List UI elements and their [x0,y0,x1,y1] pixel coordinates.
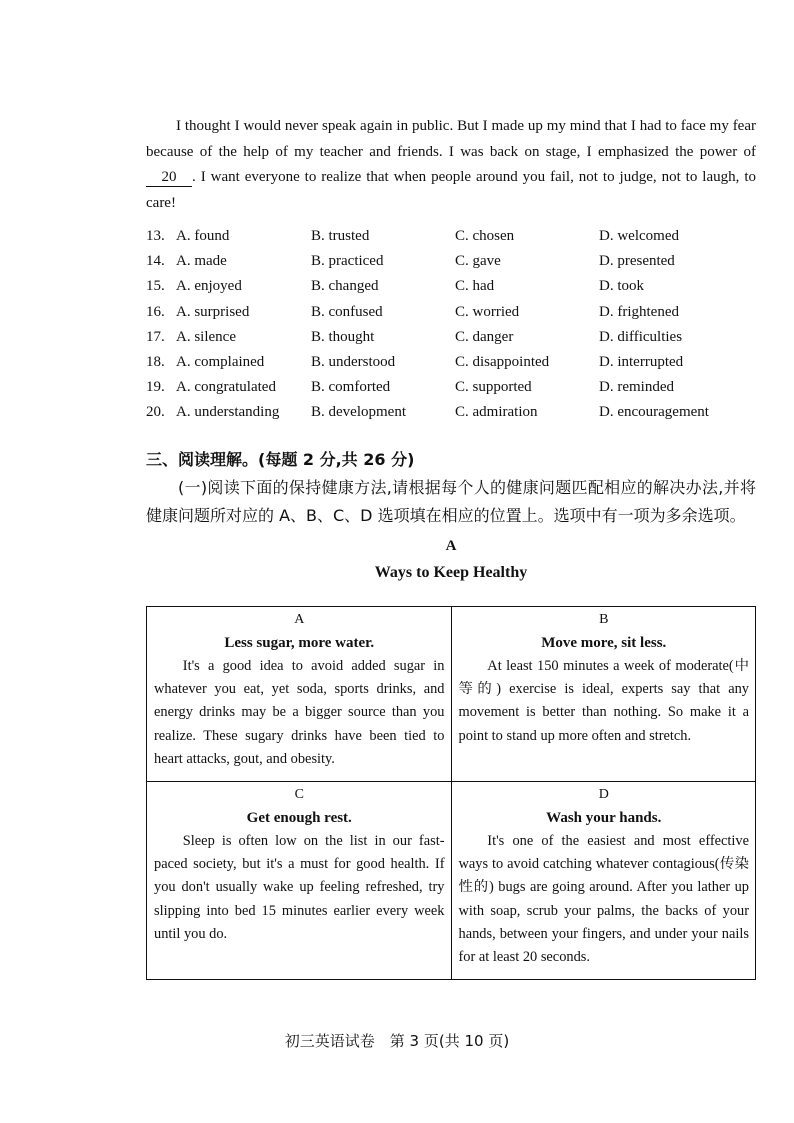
option-c: C. admiration [455,404,538,421]
question-number: 17. [146,328,165,345]
option-c: C. chosen [455,228,515,244]
options-list [146,224,756,426]
question-number: 19. [146,379,165,396]
option-c: C. had [455,278,495,295]
card-body: It's one of the easiest and most effective ways to avoid catching whatever contagious(传染性的) bugs are going around. After you lather up with soap, scrub your palms, the backs of your hands, between your fingers, and under your nails for at least 20 seconds. [458,833,749,966]
section-instruction: (一)阅读下面的保持健康方法,请根据每个人的健康问题匹配相应的解决办法,并将健康问题所对应的 A、B、C、D 选项填在相应的位置上。选项中有一项为多余选项。 [146,477,756,525]
exam-page [146,114,756,966]
option-row [146,274,756,299]
option-row [146,249,756,274]
option-a: A. enjoyed [176,278,242,295]
option-b: B. understood [311,354,396,371]
option-a: A. surprised [176,303,250,320]
section-title: 三、阅读理解。(每题 2 分,共 26 分) [146,449,415,469]
option-a: A. made [176,253,227,270]
option-b: B. changed [311,278,379,295]
option-a: A. complained [176,354,265,371]
card-letter: D [598,787,609,803]
blank-20: 20 [146,168,192,187]
option-a: A. congratulated [176,379,276,396]
passage-text-before: I thought I would never speak again in public. But I made up my mind that I had to face my fear because of the help of my teacher and friends. I was back on stage, I emphasized the power of [146,118,756,160]
option-c: C. worried [455,303,520,320]
card-body: Sleep is often low on the list in our fast-paced society, but it's a must for good health. If you don't usually wake up feeling refreshed, try slipping into bed 15 minutes earlier every week until you do. [154,833,445,942]
option-c: C. supported [455,379,532,396]
option-d: D. presented [599,253,675,270]
card-body: At least 150 minutes a week of moderate(中等的) exercise is ideal, experts say that any movement is better than nothing. So make it a point to stand up more often and stretch. [458,658,749,744]
option-row [146,300,756,325]
option-a: A. found [176,228,230,244]
option-d: D. difficulties [599,328,683,345]
option-d: D. interrupted [599,354,684,371]
tip-card-c [147,782,452,980]
card-letter: C [294,787,304,803]
option-b: B. thought [311,328,375,345]
option-b: B. trusted [311,228,370,244]
health-tips-table [146,606,756,980]
option-b: B. confused [311,303,383,320]
card-title: Wash your hands. [546,810,662,827]
option-a: A. understanding [176,404,280,421]
tip-card-b [451,607,756,782]
passage-title: Ways to Keep Healthy [374,563,528,581]
question-number: 15. [146,278,165,295]
option-d: D. took [599,278,644,295]
option-d: D. reminded [599,379,674,396]
option-c: C. disappointed [455,354,550,371]
card-title: Move more, sit less. [541,635,667,651]
passage-letter: A [445,537,457,554]
option-a: A. silence [176,328,236,345]
option-d: D. encouragement [599,404,709,421]
tip-card-d [451,782,756,980]
question-number: 20. [146,404,165,421]
passage-text-after: . I want everyone to realize that when people around you fail, not to judge, not to laugh, to care! [146,169,756,211]
card-letter: B [599,612,609,627]
option-c: C. danger [455,328,514,345]
option-c: C. gave [455,253,501,270]
question-number: 16. [146,303,165,320]
option-b: B. development [311,404,406,421]
question-number: 14. [146,253,165,270]
question-number: 13. [146,228,165,244]
option-d: D. frightened [599,303,679,320]
option-row [146,224,756,249]
card-body: It's a good idea to avoid added sugar in whatever you eat, yet soda, sports drinks, and energy drinks may be a bigger source than you realize. These sugary drinks have been tied to heart attacks, gout, and obesity. [154,658,445,767]
question-number: 18. [146,354,165,371]
page-footer: 初三英语试卷 第 3 页(共 10 页) [284,1032,510,1050]
card-title: Less sugar, more water. [224,635,375,651]
passage-paragraph [146,114,756,216]
option-row [146,350,756,375]
table-row [147,782,756,980]
option-b: B. comforted [311,379,391,396]
option-b: B. practiced [311,253,384,270]
card-letter: A [294,612,305,627]
option-row [146,400,756,425]
option-row [146,325,756,350]
option-row [146,375,756,400]
tip-card-a [147,607,452,782]
card-title: Get enough rest. [246,810,352,827]
table-row [147,607,756,782]
option-d: D. welcomed [599,228,679,244]
